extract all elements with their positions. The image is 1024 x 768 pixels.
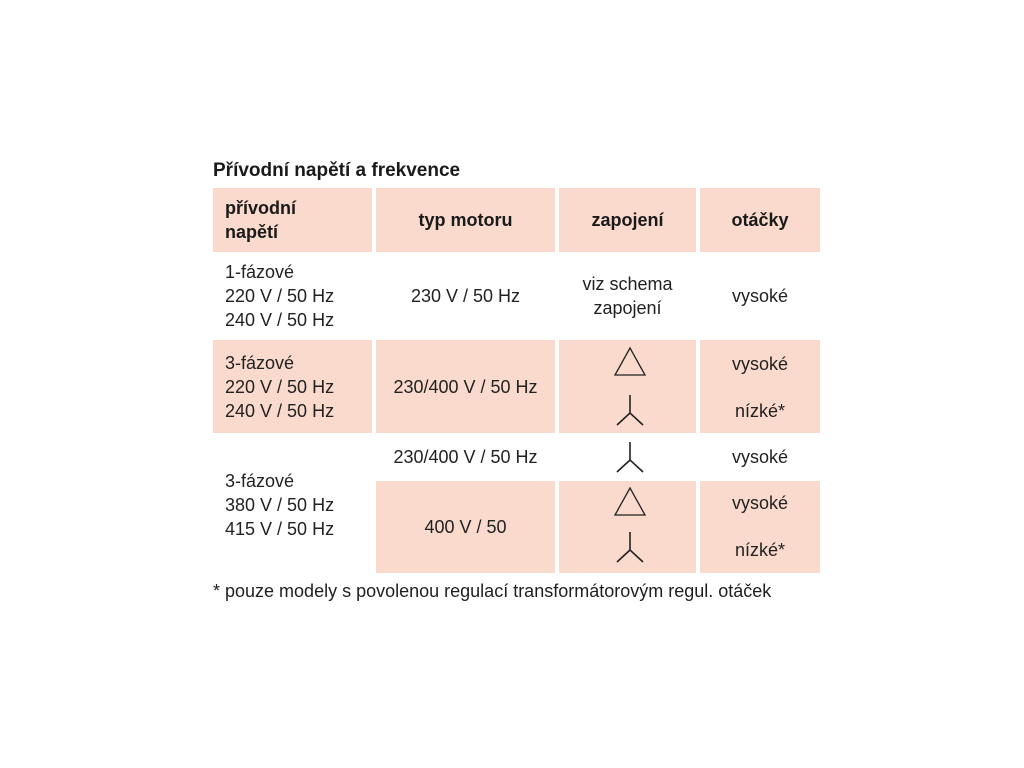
row3b-motor — [376, 481, 555, 573]
row3b-speed-low: nízké* — [734, 540, 786, 560]
header-supply-line-1: přívodní — [225, 198, 296, 218]
header-speed — [700, 188, 820, 252]
row1-supply-phase: 1-fázové — [225, 262, 295, 282]
header-wiring-label: zapojení — [591, 210, 664, 230]
row3-supply — [213, 437, 372, 573]
row3a-speed-value: vysoké — [731, 447, 789, 467]
row3a-motor — [376, 437, 555, 477]
row3b-speed-high: vysoké — [731, 493, 789, 513]
row3a-motor-value: 230/400 V / 50 Hz — [393, 447, 538, 467]
header-motor-label: typ motoru — [418, 210, 513, 230]
row1-supply — [213, 256, 372, 336]
row3-supply-v1: 380 V / 50 Hz — [225, 495, 335, 515]
header-wiring — [559, 188, 696, 252]
row1-speed — [700, 256, 820, 336]
star-icon — [613, 440, 647, 474]
header-supply-line-2: napětí — [225, 222, 279, 242]
row1-wiring-line-1: viz schema — [582, 274, 673, 294]
header-supply-voltage — [213, 188, 372, 252]
row1-supply-v1: 220 V / 50 Hz — [225, 286, 335, 306]
row2-motor-value: 230/400 V / 50 Hz — [393, 376, 538, 397]
row2-supply-v1: 220 V / 50 Hz — [225, 376, 335, 397]
delta-icon — [613, 485, 647, 519]
row1-motor — [376, 256, 555, 336]
row1-supply-v2: 240 V / 50 Hz — [225, 310, 335, 330]
row2-supply-phase: 3-fázové — [225, 352, 295, 373]
row3a-speed — [700, 437, 820, 477]
header-speed-label: otáčky — [731, 210, 789, 230]
row1-motor-value: 230 V / 50 Hz — [410, 286, 521, 306]
row3-supply-v2: 415 V / 50 Hz — [225, 519, 335, 539]
row3-supply-phase: 3-fázové — [225, 471, 295, 491]
row2-supply — [213, 340, 372, 433]
table-title: Přívodní napětí a frekvence — [213, 160, 461, 181]
row2-motor — [376, 340, 555, 433]
footnote: * pouze modely s povolenou regulací transformátorovým regul. otáček — [213, 581, 772, 601]
star-icon — [613, 530, 647, 564]
row2-speed-low: nízké* — [734, 401, 786, 421]
row3b-motor-value: 400 V / 50 — [424, 517, 507, 537]
row2-speed-high: vysoké — [731, 354, 789, 374]
row1-wiring — [559, 256, 696, 336]
star-icon — [613, 393, 647, 427]
row2-supply-v2: 240 V / 50 Hz — [225, 400, 335, 421]
delta-icon — [613, 345, 647, 379]
row1-wiring-line-2: zapojení — [593, 298, 662, 318]
header-motor-type — [376, 188, 555, 252]
row1-speed-value: vysoké — [731, 286, 789, 306]
